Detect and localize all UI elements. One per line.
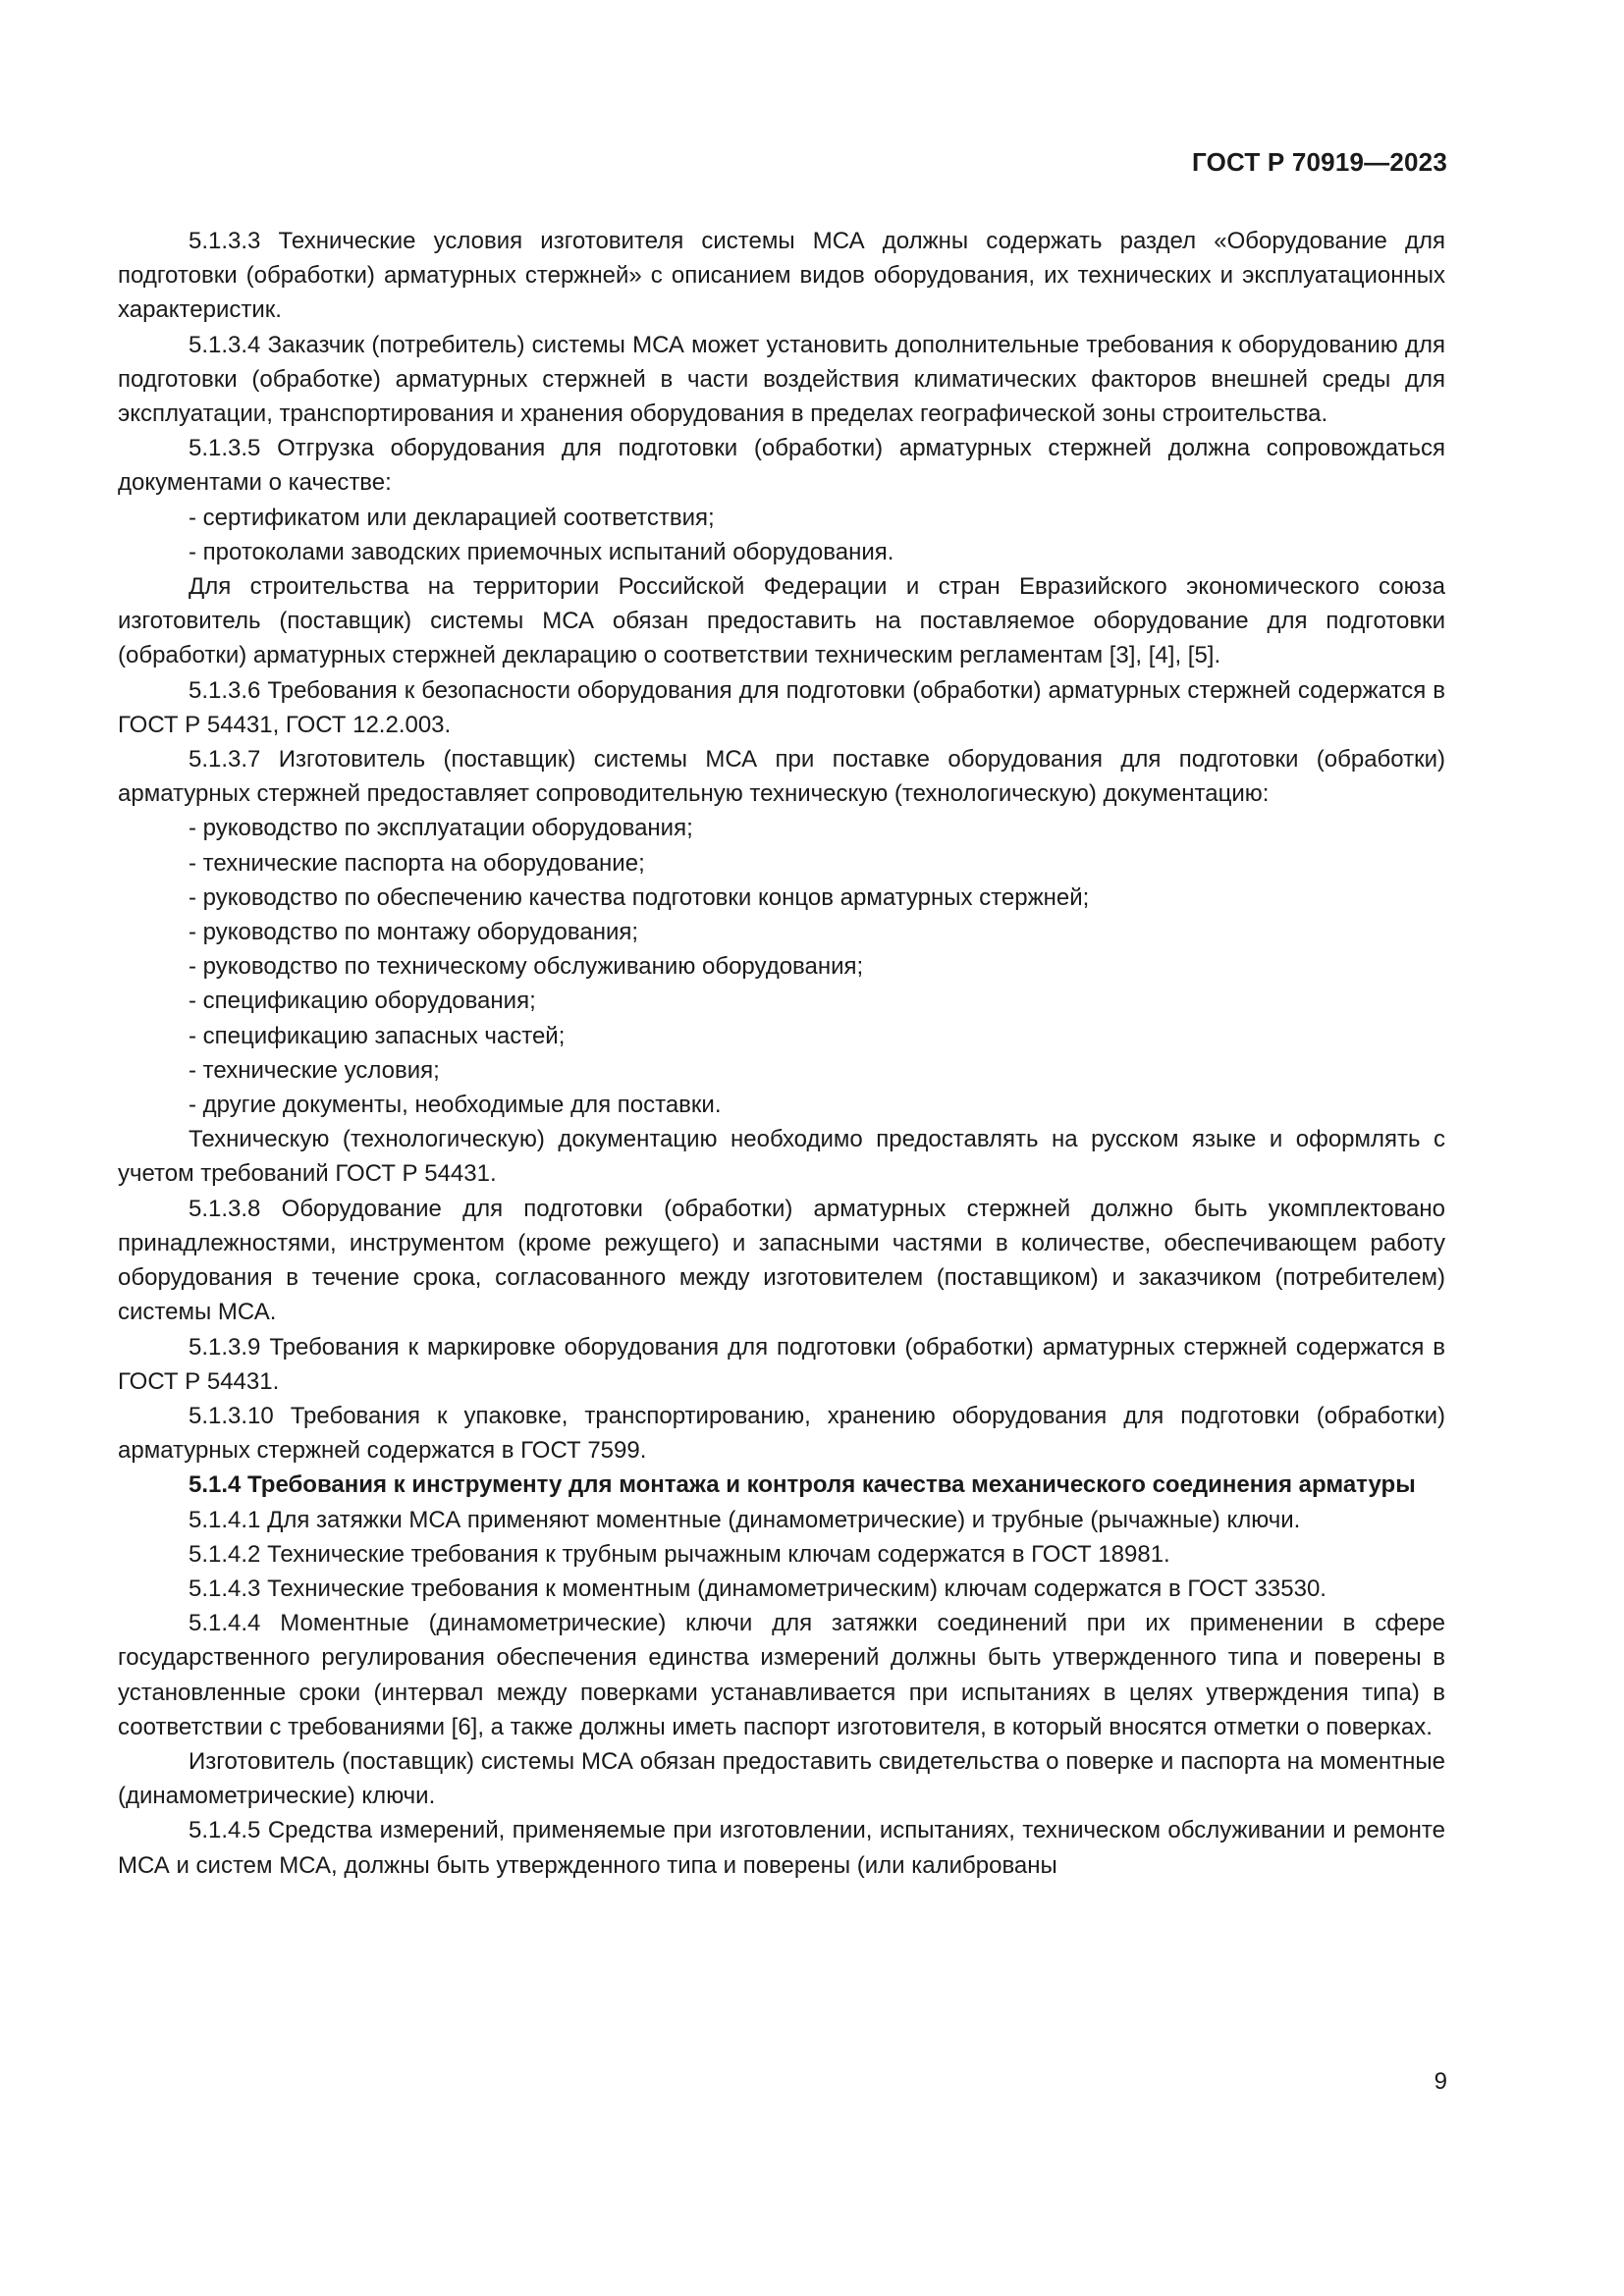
- paragraph-tech-documentation: Техническую (технологическую) документацию необходимо предоставлять на русском языке и оформлять с учетом требований ГОСТ Р 54431.: [118, 1126, 1445, 1188]
- paragraph-5-1-3-10: 5.1.3.10 Требования к упаковке, транспортированию, хранению оборудования для подготовки (обработки) арматурных стержней содержатся в ГОСТ 7599.: [118, 1402, 1445, 1465]
- list-item: - руководство по техническому обслуживанию оборудования;: [189, 953, 864, 981]
- page-body: [118, 224, 1445, 1883]
- document-code-header: ГОСТ Р 70919—2023: [1192, 147, 1447, 177]
- paragraph-5-1-4-2: 5.1.4.2 Технические требования к трубным рычажным ключам содержатся в ГОСТ 18981.: [189, 1540, 1170, 1568]
- page-number: 9: [1434, 2068, 1447, 2095]
- paragraph-5-1-4-1: 5.1.4.1 Для затяжки МСА применяют моментные (динамометрические) и трубные (рычажные) ключи.: [189, 1506, 1301, 1533]
- paragraph-5-1-3-4: 5.1.3.4 Заказчик (потребитель) системы МСА может установить дополнительные требования к оборудованию для подготовки (обработке) арматурных стержней в части воздействия климатических факторов внешней среды для эксплуатации, транспортирования и хранения оборудования в пределах географической зоны строительства.: [118, 331, 1445, 428]
- list-item: - технические паспорта на оборудование;: [189, 849, 645, 877]
- list-item: - протоколами заводских приемочных испытаний оборудования.: [189, 538, 894, 565]
- paragraph-5-1-4-3: 5.1.4.3 Технические требования к моментным (динамометрическим) ключам содержатся в ГОСТ 33530.: [189, 1575, 1326, 1602]
- paragraph-5-1-3-5: 5.1.3.5 Отгрузка оборудования для подготовки (обработки) арматурных стержней должна сопровождаться документами о качестве:: [118, 435, 1445, 497]
- paragraph-5-1-4-4: 5.1.4.4 Моментные (динамометрические) ключи для затяжки соединений при их применении в сфере государственного регулирования обеспечения единства измерений должны быть утвержденного типа и поверены в установленные сроки (интервал между поверками устанавливается при испытаниях в целях утверждения типа) в соответствии с требованиями [6], а также должны иметь паспорт изготовителя, в который вносятся отметки о поверках.: [118, 1610, 1445, 1740]
- paragraph-5-1-4-5: 5.1.4.5 Средства измерений, применяемые при изготовлении, испытаниях, техническом обслуживании и ремонте МСА и систем МСА, должны быть утвержденного типа и поверены (или калиброваны: [118, 1817, 1445, 1879]
- list-item: - руководство по эксплуатации оборудования;: [189, 815, 693, 842]
- paragraph-5-1-3-7: 5.1.3.7 Изготовитель (поставщик) системы МСА при поставке оборудования для подготовки (обработки) арматурных стержней предоставляет сопроводительную техническую (технологическую) документацию:: [118, 746, 1445, 808]
- list-item: - руководство по монтажу оборудования;: [189, 919, 639, 946]
- paragraph-certificates: Изготовитель (поставщик) системы МСА обязан предоставить свидетельства о поверке и паспорта на моментные (динамометрические) ключи.: [118, 1747, 1445, 1810]
- list-item: - сертификатом или декларацией соответствия;: [189, 504, 715, 531]
- paragraph-5-1-3-9: 5.1.3.9 Требования к маркировке оборудования для подготовки (обработки) арматурных стержней содержатся в ГОСТ Р 54431.: [118, 1333, 1445, 1395]
- list-item: - руководство по обеспечению качества подготовки концов арматурных стержней;: [189, 883, 1090, 911]
- technical-documentation-list: [118, 811, 1445, 1122]
- list-item: - спецификацию запасных частей;: [189, 1022, 566, 1049]
- paragraph-declaration: Для строительства на территории Российской Федерации и стран Евразийского экономического союза изготовитель (поставщик) системы МСА обязан предоставить на поставляемое оборудование для подготовки (обработки) арматурных стержней декларацию о соответствии техническим регламентам [3], [4], [5].: [118, 573, 1445, 669]
- list-item: - спецификацию оборудования;: [189, 988, 536, 1015]
- paragraph-5-1-3-3: 5.1.3.3 Технические условия изготовителя системы МСА должны содержать раздел «Оборудование для подготовки (обработки) арматурных стержней» с описанием видов оборудования, их технических и эксплуатационных характеристик.: [118, 228, 1445, 324]
- paragraph-5-1-3-6: 5.1.3.6 Требования к безопасности оборудования для подготовки (обработки) арматурных стержней содержатся в ГОСТ Р 54431, ГОСТ 12.2.003.: [118, 676, 1445, 738]
- section-heading-5-1-4: 5.1.4 Требования к инструменту для монтажа и контроля качества механического соединения арматуры: [189, 1471, 1416, 1499]
- list-item: - другие документы, необходимые для поставки.: [189, 1092, 722, 1119]
- list-item: - технические условия;: [189, 1056, 440, 1084]
- quality-documents-list: [118, 501, 1445, 569]
- paragraph-5-1-3-8: 5.1.3.8 Оборудование для подготовки (обработки) арматурных стержней должно быть укомплектовано принадлежностями, инструментом (кроме режущего) и запасными частями в количестве, обеспечивающем работу оборудования в течение срока, согласованного между изготовителем (поставщиком) и заказчиком (потребителем) системы МСА.: [118, 1195, 1445, 1326]
